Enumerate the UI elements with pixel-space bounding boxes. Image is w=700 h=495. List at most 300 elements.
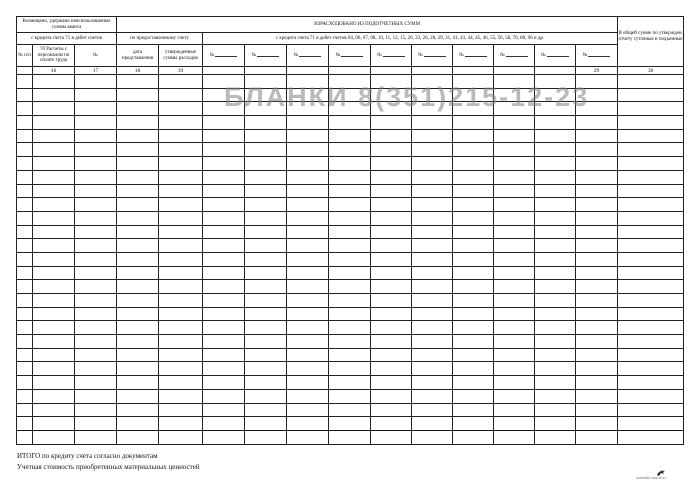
table-cell[interactable] xyxy=(287,239,329,253)
table-cell[interactable] xyxy=(371,170,412,184)
table-cell[interactable] xyxy=(494,389,535,403)
table-cell[interactable] xyxy=(245,252,287,266)
table-cell[interactable] xyxy=(33,348,75,362)
table-cell[interactable] xyxy=(453,294,494,308)
table-cell[interactable] xyxy=(576,376,618,390)
table-cell[interactable] xyxy=(371,143,412,157)
table-cell[interactable] xyxy=(245,362,287,376)
table-cell[interactable] xyxy=(576,129,618,143)
table-cell[interactable] xyxy=(75,184,117,198)
table-cell[interactable] xyxy=(117,430,159,444)
table-cell[interactable] xyxy=(117,376,159,390)
table-cell[interactable] xyxy=(203,225,245,239)
table-cell[interactable] xyxy=(117,184,159,198)
table-cell[interactable] xyxy=(33,307,75,321)
table-cell[interactable] xyxy=(576,307,618,321)
table-cell[interactable] xyxy=(33,198,75,212)
table-cell[interactable] xyxy=(287,225,329,239)
table-cell[interactable] xyxy=(287,252,329,266)
table-cell[interactable] xyxy=(412,170,453,184)
table-cell[interactable] xyxy=(17,239,33,253)
table-cell[interactable] xyxy=(159,129,203,143)
table-cell[interactable] xyxy=(618,88,684,102)
table-cell[interactable] xyxy=(329,307,371,321)
table-cell[interactable] xyxy=(117,321,159,335)
table-cell[interactable] xyxy=(618,266,684,280)
table-cell[interactable] xyxy=(17,362,33,376)
table-cell[interactable] xyxy=(159,143,203,157)
table-cell[interactable] xyxy=(453,170,494,184)
table-cell[interactable] xyxy=(329,417,371,431)
table-cell[interactable] xyxy=(371,116,412,130)
table-cell[interactable] xyxy=(576,362,618,376)
table-cell[interactable] xyxy=(618,170,684,184)
table-cell[interactable] xyxy=(17,184,33,198)
table-cell[interactable] xyxy=(245,239,287,253)
table-cell[interactable] xyxy=(17,280,33,294)
table-cell[interactable] xyxy=(412,348,453,362)
table-cell[interactable] xyxy=(117,252,159,266)
table-cell[interactable] xyxy=(33,376,75,390)
table-cell[interactable] xyxy=(329,389,371,403)
table-cell[interactable] xyxy=(618,116,684,130)
table-cell[interactable] xyxy=(17,335,33,349)
table-cell[interactable] xyxy=(576,266,618,280)
table-cell[interactable] xyxy=(33,129,75,143)
table-cell[interactable] xyxy=(329,403,371,417)
table-cell[interactable] xyxy=(371,376,412,390)
table-cell[interactable] xyxy=(75,348,117,362)
table-cell[interactable] xyxy=(203,335,245,349)
table-cell[interactable] xyxy=(535,430,576,444)
table-cell[interactable] xyxy=(245,143,287,157)
table-cell[interactable] xyxy=(412,430,453,444)
table-cell[interactable] xyxy=(75,362,117,376)
table-cell[interactable] xyxy=(159,88,203,102)
table-cell[interactable] xyxy=(33,184,75,198)
table-cell[interactable] xyxy=(453,430,494,444)
table-cell[interactable] xyxy=(117,75,159,89)
table-cell[interactable] xyxy=(159,184,203,198)
table-cell[interactable] xyxy=(117,198,159,212)
table-cell[interactable] xyxy=(287,280,329,294)
table-cell[interactable] xyxy=(535,116,576,130)
table-cell[interactable] xyxy=(245,266,287,280)
table-cell[interactable] xyxy=(245,294,287,308)
table-cell[interactable] xyxy=(203,403,245,417)
table-cell[interactable] xyxy=(453,362,494,376)
table-cell[interactable] xyxy=(117,129,159,143)
table-cell[interactable] xyxy=(159,294,203,308)
table-cell[interactable] xyxy=(371,280,412,294)
table-cell[interactable] xyxy=(75,143,117,157)
table-cell[interactable] xyxy=(329,225,371,239)
table-cell[interactable] xyxy=(203,184,245,198)
table-cell[interactable] xyxy=(494,211,535,225)
table-cell[interactable] xyxy=(618,321,684,335)
table-cell[interactable] xyxy=(17,321,33,335)
table-cell[interactable] xyxy=(287,376,329,390)
table-cell[interactable] xyxy=(329,335,371,349)
table-cell[interactable] xyxy=(203,157,245,171)
table-cell[interactable] xyxy=(117,335,159,349)
table-cell[interactable] xyxy=(412,376,453,390)
table-cell[interactable] xyxy=(535,403,576,417)
table-cell[interactable] xyxy=(287,362,329,376)
table-cell[interactable] xyxy=(329,294,371,308)
table-cell[interactable] xyxy=(453,403,494,417)
table-cell[interactable] xyxy=(203,376,245,390)
table-cell[interactable] xyxy=(329,129,371,143)
table-cell[interactable] xyxy=(17,211,33,225)
table-cell[interactable] xyxy=(412,184,453,198)
table-cell[interactable] xyxy=(618,75,684,89)
table-cell[interactable] xyxy=(576,294,618,308)
table-cell[interactable] xyxy=(245,129,287,143)
table-cell[interactable] xyxy=(576,389,618,403)
table-cell[interactable] xyxy=(17,403,33,417)
table-cell[interactable] xyxy=(412,403,453,417)
table-cell[interactable] xyxy=(75,252,117,266)
table-cell[interactable] xyxy=(117,102,159,116)
table-cell[interactable] xyxy=(329,143,371,157)
table-cell[interactable] xyxy=(33,225,75,239)
table-cell[interactable] xyxy=(576,211,618,225)
table-cell[interactable] xyxy=(203,143,245,157)
table-cell[interactable] xyxy=(329,184,371,198)
table-cell[interactable] xyxy=(17,225,33,239)
table-cell[interactable] xyxy=(494,362,535,376)
table-cell[interactable] xyxy=(17,430,33,444)
table-cell[interactable] xyxy=(159,170,203,184)
table-cell[interactable] xyxy=(245,170,287,184)
table-cell[interactable] xyxy=(371,157,412,171)
table-cell[interactable] xyxy=(329,348,371,362)
table-cell[interactable] xyxy=(245,280,287,294)
table-cell[interactable] xyxy=(75,157,117,171)
table-cell[interactable] xyxy=(159,335,203,349)
table-cell[interactable] xyxy=(75,389,117,403)
table-cell[interactable] xyxy=(371,430,412,444)
table-cell[interactable] xyxy=(117,88,159,102)
table-cell[interactable] xyxy=(412,280,453,294)
table-cell[interactable] xyxy=(17,102,33,116)
table-cell[interactable] xyxy=(287,116,329,130)
table-cell[interactable] xyxy=(371,348,412,362)
table-cell[interactable] xyxy=(494,198,535,212)
table-cell[interactable] xyxy=(412,225,453,239)
table-cell[interactable] xyxy=(159,102,203,116)
table-cell[interactable] xyxy=(17,252,33,266)
table-cell[interactable] xyxy=(117,143,159,157)
table-cell[interactable] xyxy=(245,335,287,349)
table-cell[interactable] xyxy=(159,75,203,89)
table-cell[interactable] xyxy=(535,280,576,294)
table-cell[interactable] xyxy=(245,376,287,390)
table-cell[interactable] xyxy=(453,348,494,362)
table-cell[interactable] xyxy=(618,239,684,253)
table-cell[interactable] xyxy=(17,389,33,403)
table-cell[interactable] xyxy=(494,266,535,280)
table-cell[interactable] xyxy=(535,307,576,321)
table-cell[interactable] xyxy=(453,417,494,431)
table-cell[interactable] xyxy=(245,116,287,130)
table-cell[interactable] xyxy=(371,225,412,239)
table-cell[interactable] xyxy=(287,430,329,444)
table-cell[interactable] xyxy=(329,211,371,225)
table-cell[interactable] xyxy=(618,129,684,143)
table-cell[interactable] xyxy=(159,362,203,376)
table-cell[interactable] xyxy=(117,116,159,130)
table-cell[interactable] xyxy=(618,280,684,294)
table-cell[interactable] xyxy=(412,266,453,280)
table-cell[interactable] xyxy=(203,294,245,308)
table-cell[interactable] xyxy=(535,266,576,280)
table-cell[interactable] xyxy=(287,211,329,225)
table-cell[interactable] xyxy=(618,376,684,390)
table-cell[interactable] xyxy=(494,116,535,130)
table-cell[interactable] xyxy=(371,211,412,225)
table-cell[interactable] xyxy=(75,129,117,143)
table-cell[interactable] xyxy=(245,430,287,444)
table-cell[interactable] xyxy=(17,170,33,184)
table-cell[interactable] xyxy=(618,157,684,171)
table-cell[interactable] xyxy=(371,294,412,308)
table-cell[interactable] xyxy=(576,198,618,212)
table-cell[interactable] xyxy=(412,143,453,157)
table-cell[interactable] xyxy=(494,403,535,417)
table-cell[interactable] xyxy=(117,294,159,308)
table-cell[interactable] xyxy=(33,157,75,171)
table-cell[interactable] xyxy=(287,389,329,403)
table-cell[interactable] xyxy=(75,102,117,116)
table-cell[interactable] xyxy=(494,348,535,362)
table-cell[interactable] xyxy=(371,389,412,403)
table-cell[interactable] xyxy=(576,225,618,239)
table-cell[interactable] xyxy=(329,430,371,444)
table-cell[interactable] xyxy=(329,116,371,130)
table-cell[interactable] xyxy=(75,170,117,184)
table-cell[interactable] xyxy=(159,307,203,321)
table-cell[interactable] xyxy=(412,417,453,431)
table-cell[interactable] xyxy=(33,143,75,157)
table-cell[interactable] xyxy=(245,211,287,225)
table-cell[interactable] xyxy=(329,157,371,171)
table-cell[interactable] xyxy=(412,129,453,143)
table-cell[interactable] xyxy=(329,321,371,335)
table-cell[interactable] xyxy=(453,129,494,143)
table-cell[interactable] xyxy=(287,307,329,321)
table-cell[interactable] xyxy=(453,335,494,349)
table-cell[interactable] xyxy=(203,362,245,376)
table-cell[interactable] xyxy=(159,348,203,362)
table-cell[interactable] xyxy=(412,157,453,171)
table-cell[interactable] xyxy=(287,403,329,417)
table-cell[interactable] xyxy=(453,143,494,157)
table-cell[interactable] xyxy=(159,430,203,444)
table-cell[interactable] xyxy=(329,362,371,376)
table-cell[interactable] xyxy=(75,75,117,89)
table-cell[interactable] xyxy=(494,335,535,349)
table-cell[interactable] xyxy=(203,129,245,143)
table-cell[interactable] xyxy=(494,170,535,184)
table-cell[interactable] xyxy=(17,417,33,431)
table-cell[interactable] xyxy=(371,239,412,253)
table-cell[interactable] xyxy=(494,239,535,253)
table-cell[interactable] xyxy=(33,102,75,116)
table-cell[interactable] xyxy=(453,184,494,198)
table-cell[interactable] xyxy=(203,252,245,266)
table-cell[interactable] xyxy=(494,376,535,390)
table-cell[interactable] xyxy=(75,198,117,212)
table-cell[interactable] xyxy=(33,389,75,403)
table-cell[interactable] xyxy=(329,266,371,280)
table-cell[interactable] xyxy=(371,184,412,198)
table-cell[interactable] xyxy=(117,225,159,239)
table-cell[interactable] xyxy=(412,389,453,403)
table-cell[interactable] xyxy=(494,184,535,198)
table-cell[interactable] xyxy=(287,321,329,335)
table-cell[interactable] xyxy=(75,239,117,253)
table-cell[interactable] xyxy=(618,430,684,444)
table-cell[interactable] xyxy=(117,157,159,171)
table-cell[interactable] xyxy=(618,403,684,417)
table-cell[interactable] xyxy=(371,198,412,212)
table-cell[interactable] xyxy=(203,170,245,184)
table-cell[interactable] xyxy=(576,417,618,431)
table-cell[interactable] xyxy=(618,307,684,321)
table-cell[interactable] xyxy=(159,321,203,335)
table-cell[interactable] xyxy=(203,348,245,362)
table-cell[interactable] xyxy=(287,198,329,212)
table-cell[interactable] xyxy=(412,116,453,130)
table-cell[interactable] xyxy=(412,362,453,376)
table-cell[interactable] xyxy=(494,294,535,308)
table-cell[interactable] xyxy=(576,403,618,417)
table-cell[interactable] xyxy=(203,417,245,431)
table-cell[interactable] xyxy=(576,280,618,294)
table-cell[interactable] xyxy=(33,417,75,431)
table-cell[interactable] xyxy=(17,198,33,212)
table-cell[interactable] xyxy=(329,376,371,390)
table-cell[interactable] xyxy=(117,239,159,253)
table-cell[interactable] xyxy=(159,376,203,390)
table-cell[interactable] xyxy=(159,225,203,239)
table-cell[interactable] xyxy=(412,335,453,349)
table-cell[interactable] xyxy=(33,280,75,294)
table-cell[interactable] xyxy=(17,348,33,362)
table-cell[interactable] xyxy=(576,348,618,362)
table-cell[interactable] xyxy=(535,417,576,431)
table-cell[interactable] xyxy=(117,211,159,225)
table-cell[interactable] xyxy=(159,239,203,253)
table-cell[interactable] xyxy=(33,252,75,266)
table-cell[interactable] xyxy=(75,280,117,294)
table-cell[interactable] xyxy=(453,321,494,335)
table-cell[interactable] xyxy=(75,321,117,335)
table-cell[interactable] xyxy=(618,417,684,431)
table-cell[interactable] xyxy=(412,321,453,335)
table-cell[interactable] xyxy=(159,389,203,403)
table-cell[interactable] xyxy=(159,417,203,431)
table-cell[interactable] xyxy=(117,307,159,321)
table-cell[interactable] xyxy=(75,335,117,349)
table-cell[interactable] xyxy=(329,280,371,294)
table-cell[interactable] xyxy=(618,211,684,225)
table-cell[interactable] xyxy=(618,252,684,266)
table-cell[interactable] xyxy=(371,403,412,417)
table-cell[interactable] xyxy=(17,143,33,157)
table-cell[interactable] xyxy=(576,239,618,253)
table-cell[interactable] xyxy=(33,430,75,444)
table-cell[interactable] xyxy=(412,239,453,253)
table-cell[interactable] xyxy=(75,430,117,444)
table-cell[interactable] xyxy=(576,184,618,198)
table-cell[interactable] xyxy=(618,294,684,308)
table-cell[interactable] xyxy=(576,157,618,171)
table-cell[interactable] xyxy=(159,157,203,171)
table-cell[interactable] xyxy=(453,198,494,212)
table-cell[interactable] xyxy=(453,157,494,171)
table-cell[interactable] xyxy=(618,184,684,198)
table-cell[interactable] xyxy=(75,88,117,102)
table-cell[interactable] xyxy=(329,170,371,184)
table-cell[interactable] xyxy=(75,294,117,308)
table-cell[interactable] xyxy=(329,252,371,266)
table-cell[interactable] xyxy=(535,239,576,253)
table-cell[interactable] xyxy=(494,129,535,143)
table-cell[interactable] xyxy=(287,129,329,143)
table-cell[interactable] xyxy=(245,389,287,403)
table-cell[interactable] xyxy=(494,157,535,171)
table-cell[interactable] xyxy=(33,266,75,280)
table-cell[interactable] xyxy=(33,403,75,417)
table-cell[interactable] xyxy=(453,225,494,239)
table-cell[interactable] xyxy=(494,307,535,321)
table-cell[interactable] xyxy=(159,403,203,417)
table-cell[interactable] xyxy=(159,116,203,130)
table-cell[interactable] xyxy=(618,335,684,349)
table-cell[interactable] xyxy=(287,335,329,349)
table-cell[interactable] xyxy=(17,307,33,321)
table-cell[interactable] xyxy=(203,321,245,335)
table-cell[interactable] xyxy=(33,116,75,130)
table-cell[interactable] xyxy=(117,403,159,417)
table-cell[interactable] xyxy=(245,348,287,362)
table-cell[interactable] xyxy=(453,211,494,225)
table-cell[interactable] xyxy=(17,376,33,390)
table-cell[interactable] xyxy=(203,307,245,321)
table-cell[interactable] xyxy=(245,225,287,239)
table-cell[interactable] xyxy=(371,417,412,431)
table-cell[interactable] xyxy=(33,88,75,102)
table-cell[interactable] xyxy=(494,430,535,444)
table-cell[interactable] xyxy=(371,129,412,143)
table-cell[interactable] xyxy=(245,157,287,171)
table-cell[interactable] xyxy=(245,321,287,335)
table-cell[interactable] xyxy=(412,307,453,321)
table-cell[interactable] xyxy=(618,102,684,116)
table-cell[interactable] xyxy=(75,116,117,130)
table-cell[interactable] xyxy=(33,362,75,376)
table-cell[interactable] xyxy=(245,307,287,321)
table-cell[interactable] xyxy=(287,170,329,184)
table-cell[interactable] xyxy=(535,252,576,266)
table-cell[interactable] xyxy=(453,307,494,321)
table-cell[interactable] xyxy=(33,294,75,308)
table-cell[interactable] xyxy=(117,266,159,280)
table-cell[interactable] xyxy=(453,252,494,266)
